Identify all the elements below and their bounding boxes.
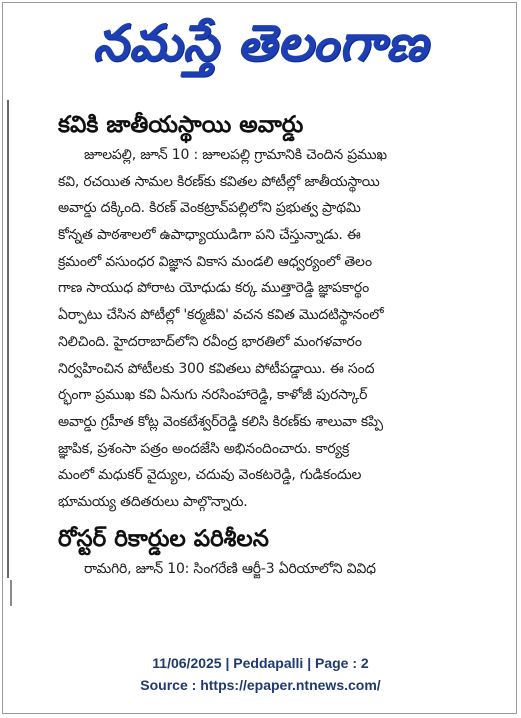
article-body — [58, 142, 480, 516]
source-link[interactable]: Source : https://epaper.ntnews.com/ — [140, 677, 381, 693]
article-line: అవార్డు గ్రహీత కోట్ల వెంకటేశ్వర్‌రెడ్డి కలిసి కిరణ్‌కు శాలువా కప్పి — [58, 413, 383, 430]
article-line: జ్ఞాపిక, ప్రశంసా పత్రం అందజేసి అభినందించారు. కార్యక్ర — [58, 440, 350, 457]
second-article-headline: రోస్టర్ రికార్డుల పరిశీలన — [58, 525, 269, 552]
article-line: మంలో మధుకర్ వైద్యుల, చదువు వెంకటరెడ్డి, గుడికందుల — [58, 467, 362, 484]
article-line: నిలిచింది. హైదరాబాద్‌లోని రవీంద్ర భారతిలో మంగళవారం — [58, 333, 362, 350]
article-line: జూలపల్లి, జూన్ 10 : జూలపల్లి గ్రామానికి చెందిన ప్రముఖ — [84, 147, 387, 163]
article-line: నిర్వహించిన పోటీలకు 300 కవితలు పోటీపడ్డాయి. ఈ సంద — [58, 360, 375, 377]
column-divider — [7, 100, 9, 578]
article-line: రామగిరి, జూన్ 10: సింగరేణి ఆర్జీ-3 ఏరియాలోని వివిధ — [84, 560, 376, 577]
edition-info: 11/06/2025 | Peddapalli | Page : 2 — [152, 655, 369, 671]
article-line: అవార్డు దక్కింది. కిరణ్ వెంకట్రావ్‌పల్లిలోని ప్రభుత్వ ప్రాథమి — [58, 200, 361, 217]
article-column — [58, 108, 480, 596]
article-line: కోన్నత పాఠశాలలో ఉపాధ్యాయుడిగా పని చేస్తున్నాడు. ఈ — [58, 227, 361, 244]
masthead — [0, 4, 521, 82]
article-line: క్రమంలో వసుంధర విజ్ఞాన వికాస మండలి ఆధ్వర్యంలో తెలం — [58, 253, 372, 270]
article-headline: కవికి జాతీయస్థాయి అవార్డు — [58, 112, 304, 138]
second-article-body — [58, 556, 480, 597]
page-footer — [0, 652, 521, 696]
article-line: గాణ సాయుధ పోరాట యోధుడు కర్క ముత్తారెడ్డి జ్ఞాపకార్థం — [58, 280, 370, 297]
cut-off-line — [58, 582, 480, 596]
article-line: ర్భంగా ప్రముఖ కవి ఏనుగు నరసింహారెడ్డి, కాళోజీ పురస్కార్ — [58, 387, 368, 404]
column-divider-mark — [10, 580, 18, 606]
article-line: ఏర్పాటు చేసిన పోటీల్లో 'కర్మజీవి' వచన కవిత మొదటిస్థానంలో — [58, 307, 384, 324]
article-line: కవి, రచయిత సామల కిరణ్‌కు కవితల పోటీల్లో జాతీయస్థాయి — [58, 173, 380, 190]
article-line: భూమయ్య తదితరులు పాల్గొన్నారు. — [58, 493, 248, 510]
masthead-logo-title: నమస్తే తెలంగాణ — [92, 14, 429, 72]
